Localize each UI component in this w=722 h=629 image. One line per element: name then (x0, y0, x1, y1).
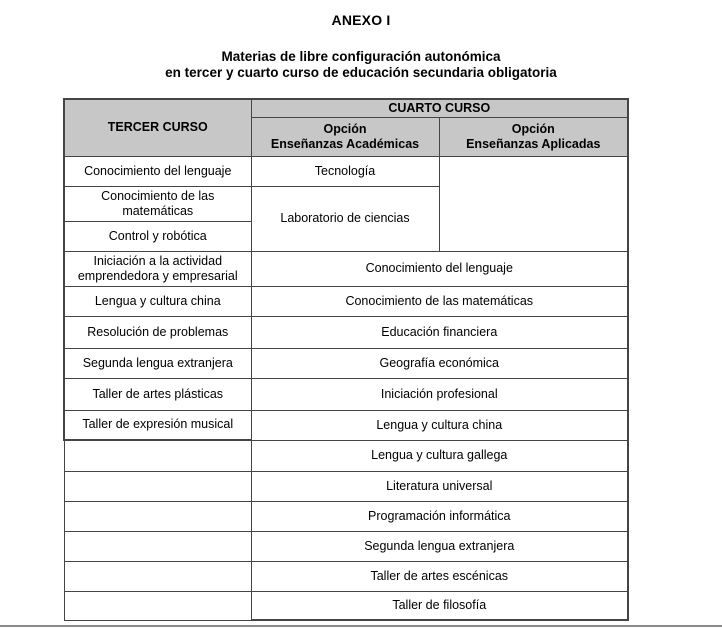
table-row (64, 286, 628, 316)
table-row (64, 156, 628, 186)
header-opcion-academicas (251, 117, 439, 156)
cell-cuarto-comun-materia: Segunda lengua extranjera (251, 531, 628, 561)
table-row (64, 561, 628, 591)
header-opcion-academicas-line1: Opción (323, 121, 367, 136)
header-opcion-aplicadas (439, 117, 628, 156)
header-opcion-aplicadas-line1: Opción (511, 121, 555, 136)
page-bottom-rule (0, 625, 722, 627)
cell-tercer-materia: Lengua y cultura china (64, 286, 251, 316)
cell-tercer-materia: Segunda lengua extranjera (64, 348, 251, 378)
cell-cuarto-comun-materia: Iniciación profesional (251, 378, 628, 410)
header-tercer-curso: TERCER CURSO (64, 99, 251, 156)
cell-academicas-materia: Tecnología (251, 156, 439, 186)
left-column-gap (64, 440, 251, 471)
cell-tercer-materia: Iniciación a la actividad emprendedora y empresarial (64, 251, 251, 286)
header-cuarto-curso: CUARTO CURSO (251, 99, 628, 117)
left-column-gap (64, 501, 251, 531)
header-opcion-academicas-line2: Enseñanzas Académicas (270, 136, 420, 151)
table-row (64, 410, 628, 440)
table-row (64, 501, 628, 531)
page-subtitle-line2: en tercer y cuarto curso de educación secundaria obligatoria (165, 65, 557, 80)
cell-academicas-materia: Laboratorio de ciencias (251, 186, 439, 251)
materias-table-wrap (63, 98, 629, 621)
cell-cuarto-comun-materia: Lengua y cultura china (251, 410, 628, 440)
table-row (64, 440, 628, 471)
cell-cuarto-comun-materia: Lengua y cultura gallega (251, 440, 628, 471)
materias-table (63, 98, 629, 621)
cell-tercer-materia: Taller de expresión musical (64, 410, 251, 440)
table-row (64, 471, 628, 501)
cell-cuarto-comun-materia: Taller de filosofía (251, 591, 628, 620)
cell-cuarto-comun-materia: Geografía económica (251, 348, 628, 378)
table-row (64, 591, 628, 620)
page-subtitle-line1: Materias de libre configuración autonómica (221, 49, 501, 64)
table-row (64, 316, 628, 348)
table-row (64, 378, 628, 410)
cell-tercer-materia: Taller de artes plásticas (64, 378, 251, 410)
cell-cuarto-comun-materia: Literatura universal (251, 471, 628, 501)
cell-tercer-materia: Resolución de problemas (64, 316, 251, 348)
header-opcion-aplicadas-line2: Enseñanzas Aplicadas (466, 136, 601, 151)
left-column-gap (64, 471, 251, 501)
cell-tercer-materia: Control y robótica (64, 221, 251, 251)
cell-cuarto-comun-materia: Educación financiera (251, 316, 628, 348)
cell-cuarto-comun-materia: Conocimiento de las matemáticas (251, 286, 628, 316)
left-column-gap (64, 561, 251, 591)
table-row (64, 251, 628, 286)
cell-tercer-materia: Conocimiento de las matemáticas (64, 186, 251, 221)
cell-cuarto-comun-materia: Programación informática (251, 501, 628, 531)
left-column-gap (64, 591, 251, 620)
table-row (64, 531, 628, 561)
page-subtitle (0, 49, 722, 81)
page-title: ANEXO I (331, 12, 391, 28)
aplicadas-empty-cell (439, 156, 628, 251)
left-column-gap (64, 531, 251, 561)
cell-tercer-materia: Conocimiento del lenguaje (64, 156, 251, 186)
cell-cuarto-comun-materia: Conocimiento del lenguaje (251, 251, 628, 286)
table-row (64, 348, 628, 378)
cell-cuarto-comun-materia: Taller de artes escénicas (251, 561, 628, 591)
